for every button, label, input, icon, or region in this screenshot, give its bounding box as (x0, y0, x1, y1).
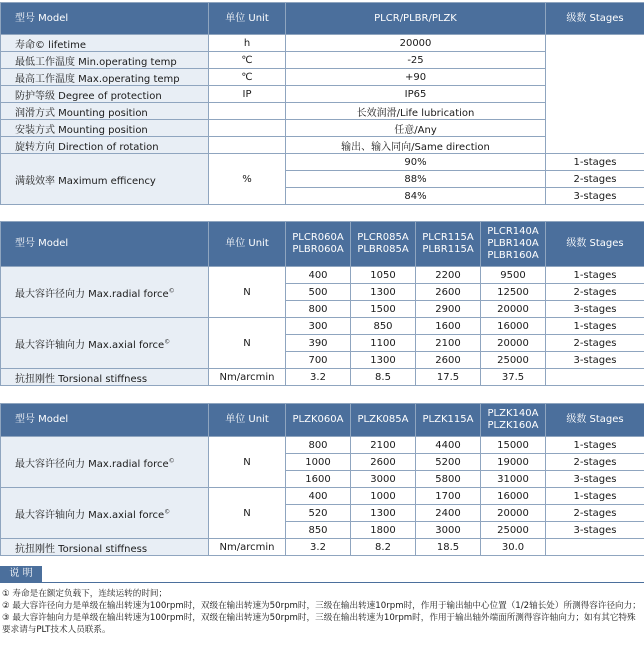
header-model-2 (351, 222, 416, 267)
header-model-1: PLZK060A (286, 404, 351, 437)
row-unit: IP (209, 86, 286, 103)
value-cell: 9500 (481, 267, 546, 284)
plcr-plbr-force-table (0, 221, 644, 386)
value-cell: 1000 (286, 454, 351, 471)
model-name: PLCR115A (422, 232, 474, 243)
header-model: 型号 Model (1, 404, 209, 437)
stage-cell: 2-stages (546, 335, 644, 352)
value-cell: 20000 (481, 505, 546, 522)
value-cell: 3000 (416, 522, 481, 539)
value-cell: 2100 (416, 335, 481, 352)
value-cell: 1700 (416, 488, 481, 505)
value-cell: 37.5 (481, 369, 546, 386)
value-cell: 17.5 (416, 369, 481, 386)
stage-cell: 3-stages (546, 471, 644, 488)
row-unit: ℃ (209, 52, 286, 69)
row-label: 润滑方式 Mounting position (1, 103, 209, 120)
value-cell: 1300 (351, 352, 416, 369)
value-cell: 18.5 (416, 539, 481, 556)
torsional-stiffness-unit: Nm/arcmin (209, 369, 286, 386)
header-model: 型号 Model (1, 3, 209, 35)
stage-cell: 3-stages (546, 352, 644, 369)
model-name: PLCR060A (292, 232, 344, 243)
note-item: ① 寿命是在额定负载下，连续运转的时间； (2, 589, 168, 599)
model-name: PLZK160A (487, 420, 539, 431)
header-model-4 (481, 222, 546, 267)
model-name: PLBR160A (487, 250, 539, 261)
stage-cell: 1-stages (546, 437, 644, 454)
value-cell: 850 (351, 318, 416, 335)
header-model-3 (416, 222, 481, 267)
torsional-stiffness-unit: Nm/arcmin (209, 539, 286, 556)
stage-cell: 3-stages (546, 188, 644, 205)
header-stages: 级数 Stages (546, 404, 644, 437)
row-unit: ℃ (209, 69, 286, 86)
notes-list (2, 588, 642, 636)
header-model-3: PLZK115A (416, 404, 481, 437)
stage-cell: 3-stages (546, 301, 644, 318)
value-cell: 2900 (416, 301, 481, 318)
row-value: 20000 (286, 35, 546, 52)
row-value: 任意/Any (286, 120, 546, 137)
value-cell: 16000 (481, 318, 546, 335)
note-item: ③ 最大容许轴向力是单级在输出转速为100rpm时，双级在输出转速为50rpm时，三级在输出转速为10rpm时，作用于输出轴外端面所测得容许轴向力；如有其它特殊要求请与PLT技术人员联系。 (2, 613, 636, 635)
value-cell: 800 (286, 301, 351, 318)
row-value: +90 (286, 69, 546, 86)
value-cell: 25000 (481, 522, 546, 539)
axial-force-unit: N (209, 318, 286, 369)
row-unit (209, 120, 286, 137)
row-value: -25 (286, 52, 546, 69)
value-cell: 3000 (351, 471, 416, 488)
value-cell: 300 (286, 318, 351, 335)
value-cell: 2600 (351, 454, 416, 471)
value-cell: 25000 (481, 352, 546, 369)
header-model-1 (286, 222, 351, 267)
header-model-4 (481, 404, 546, 437)
value-cell: 2200 (416, 267, 481, 284)
efficiency-value: 84% (286, 188, 546, 205)
value-cell: 2600 (416, 284, 481, 301)
value-cell: 3.2 (286, 369, 351, 386)
stage-cell: 1-stages (546, 488, 644, 505)
value-cell: 20000 (481, 335, 546, 352)
stage-empty (546, 539, 644, 556)
row-label: 寿命© lifetime (1, 35, 209, 52)
stages-empty (546, 35, 644, 154)
value-cell: 2400 (416, 505, 481, 522)
axial-force-label: 最大容许轴向力 Max.axial force© (1, 488, 209, 539)
stage-cell: 3-stages (546, 522, 644, 539)
value-cell: 1050 (351, 267, 416, 284)
value-cell: 3.2 (286, 539, 351, 556)
value-cell: 400 (286, 488, 351, 505)
value-cell: 500 (286, 284, 351, 301)
torsional-stiffness-label: 抗扭刚性 Torsional stiffness (1, 369, 209, 386)
axial-force-label: 最大容许轴向力 Max.axial force© (1, 318, 209, 369)
row-label: 安装方式 Mounting position (1, 120, 209, 137)
row-value: 长效润滑/Life lubrication (286, 103, 546, 120)
header-unit: 单位 Unit (209, 222, 286, 267)
radial-force-unit: N (209, 267, 286, 318)
general-spec-table (0, 2, 644, 205)
value-cell: 850 (286, 522, 351, 539)
value-cell: 30.0 (481, 539, 546, 556)
notes-divider (0, 582, 644, 583)
stage-cell: 1-stages (546, 318, 644, 335)
row-label: 最高工作温度 Max.operating temp (1, 69, 209, 86)
row-label: 旋转方向 Direction of rotation (1, 137, 209, 154)
value-cell: 1500 (351, 301, 416, 318)
value-cell: 800 (286, 437, 351, 454)
row-value: IP65 (286, 86, 546, 103)
value-cell: 2100 (351, 437, 416, 454)
value-cell: 16000 (481, 488, 546, 505)
stage-cell: 1-stages (546, 267, 644, 284)
stage-cell: 2-stages (546, 171, 644, 188)
value-cell: 1600 (286, 471, 351, 488)
plzk-force-table (0, 403, 644, 556)
value-cell: 520 (286, 505, 351, 522)
header-model-2: PLZK085A (351, 404, 416, 437)
value-cell: 390 (286, 335, 351, 352)
value-cell: 400 (286, 267, 351, 284)
efficiency-unit: % (209, 154, 286, 205)
value-cell: 8.5 (351, 369, 416, 386)
value-cell: 1100 (351, 335, 416, 352)
model-name: PLBR085A (357, 244, 409, 255)
stage-cell: 2-stages (546, 454, 644, 471)
value-cell: 1000 (351, 488, 416, 505)
stage-cell: 2-stages (546, 284, 644, 301)
torsional-stiffness-label: 抗扭刚性 Torsional stiffness (1, 539, 209, 556)
stage-cell: 2-stages (546, 505, 644, 522)
value-cell: 5200 (416, 454, 481, 471)
model-name: PLBR140A (487, 238, 539, 249)
model-name: PLBR115A (422, 244, 474, 255)
row-label: 最低工作温度 Min.operating temp (1, 52, 209, 69)
value-cell: 1800 (351, 522, 416, 539)
value-cell: 5800 (416, 471, 481, 488)
row-unit (209, 103, 286, 120)
notes-tag: 说 明 (0, 566, 42, 582)
header-stages: 级数 Stages (546, 3, 644, 35)
value-cell: 31000 (481, 471, 546, 488)
model-name: PLZK140A (487, 408, 539, 419)
radial-force-label: 最大容许径向力 Max.radial force© (1, 267, 209, 318)
value-cell: 1300 (351, 284, 416, 301)
header-model: 型号 Model (1, 222, 209, 267)
value-cell: 4400 (416, 437, 481, 454)
efficiency-value: 88% (286, 171, 546, 188)
header-stages: 级数 Stages (546, 222, 644, 267)
stage-empty (546, 369, 644, 386)
header-unit: 单位 Unit (209, 3, 286, 35)
value-cell: 1600 (416, 318, 481, 335)
note-item: ② 最大容许径向力是单级在输出转速为100rpm时，双级在输出转速为50rpm时，三级在输出转速10rpm时，作用于输出轴中心位置（1/2轴长处）所测得容许径向力； (2, 601, 641, 611)
axial-force-unit: N (209, 488, 286, 539)
header-unit: 单位 Unit (209, 404, 286, 437)
radial-force-unit: N (209, 437, 286, 488)
value-cell: 8.2 (351, 539, 416, 556)
value-cell: 19000 (481, 454, 546, 471)
row-label: 防护等级 Degree of protection (1, 86, 209, 103)
stage-cell: 1-stages (546, 154, 644, 171)
efficiency-label: 满载效率 Maximum efficency (1, 154, 209, 205)
value-cell: 15000 (481, 437, 546, 454)
value-cell: 20000 (481, 301, 546, 318)
row-value: 输出、输入同向/Same direction (286, 137, 546, 154)
radial-force-label: 最大容许径向力 Max.radial force© (1, 437, 209, 488)
model-name: PLCR085A (357, 232, 409, 243)
model-name: PLCR140A (487, 226, 539, 237)
value-cell: 1300 (351, 505, 416, 522)
efficiency-value: 90% (286, 154, 546, 171)
row-unit (209, 137, 286, 154)
model-name: PLBR060A (292, 244, 344, 255)
value-cell: 700 (286, 352, 351, 369)
value-cell: 12500 (481, 284, 546, 301)
value-cell: 2600 (416, 352, 481, 369)
row-unit: h (209, 35, 286, 52)
header-series: PLCR/PLBR/PLZK (286, 3, 546, 35)
